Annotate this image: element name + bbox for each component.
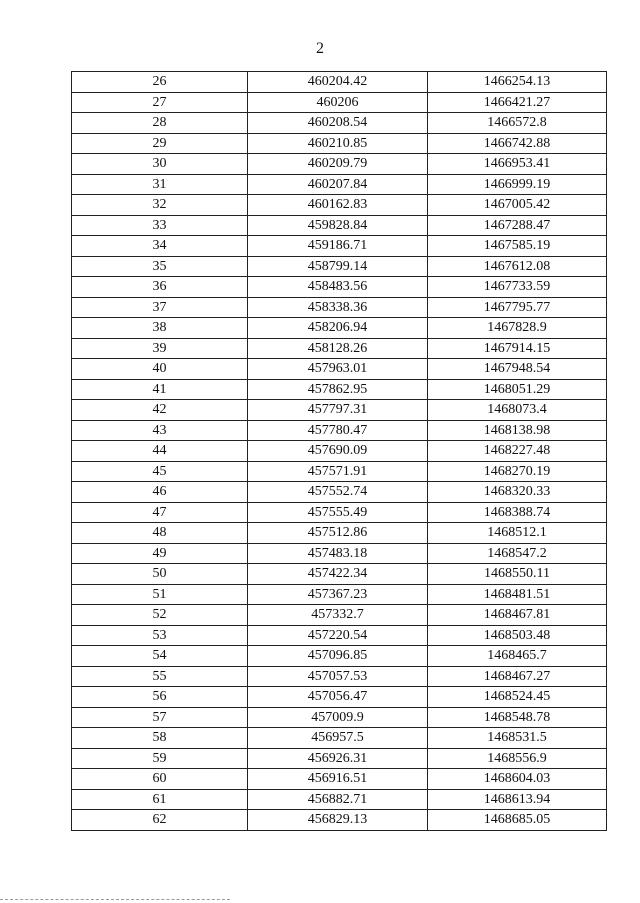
point-number-cell: 45 (72, 461, 248, 482)
table-row (72, 769, 607, 790)
table-row (72, 154, 607, 175)
x-coordinate-cell: 457797.31 (248, 400, 428, 421)
y-coordinate-cell: 1468531.5 (428, 728, 607, 749)
table-row (72, 748, 607, 769)
x-coordinate-cell: 457057.53 (248, 666, 428, 687)
x-coordinate-cell: 460162.83 (248, 195, 428, 216)
table-row (72, 379, 607, 400)
table-row (72, 810, 607, 831)
y-coordinate-cell: 1468685.05 (428, 810, 607, 831)
table-row (72, 174, 607, 195)
x-coordinate-cell: 457571.91 (248, 461, 428, 482)
table-row (72, 236, 607, 257)
x-coordinate-cell: 457512.86 (248, 523, 428, 544)
y-coordinate-cell: 1468227.48 (428, 441, 607, 462)
y-coordinate-cell: 1466254.13 (428, 72, 607, 93)
table-row (72, 564, 607, 585)
x-coordinate-cell: 457690.09 (248, 441, 428, 462)
y-coordinate-cell: 1468388.74 (428, 502, 607, 523)
table-row (72, 297, 607, 318)
x-coordinate-cell: 457483.18 (248, 543, 428, 564)
x-coordinate-cell: 456957.5 (248, 728, 428, 749)
table-row (72, 502, 607, 523)
y-coordinate-cell: 1468503.48 (428, 625, 607, 646)
y-coordinate-cell: 1468550.11 (428, 564, 607, 585)
x-coordinate-cell: 457056.47 (248, 687, 428, 708)
x-coordinate-cell: 456829.13 (248, 810, 428, 831)
point-number-cell: 29 (72, 133, 248, 154)
y-coordinate-cell: 1468604.03 (428, 769, 607, 790)
point-number-cell: 58 (72, 728, 248, 749)
point-number-cell: 43 (72, 420, 248, 441)
x-coordinate-cell: 458338.36 (248, 297, 428, 318)
x-coordinate-cell: 457780.47 (248, 420, 428, 441)
table-row (72, 92, 607, 113)
y-coordinate-cell: 1467828.9 (428, 318, 607, 339)
y-coordinate-cell: 1468073.4 (428, 400, 607, 421)
bottom-divider (0, 899, 230, 900)
x-coordinate-cell: 457332.7 (248, 605, 428, 626)
y-coordinate-cell: 1467733.59 (428, 277, 607, 298)
table-row (72, 72, 607, 93)
y-coordinate-cell: 1468467.81 (428, 605, 607, 626)
y-coordinate-cell: 1467914.15 (428, 338, 607, 359)
y-coordinate-cell: 1466999.19 (428, 174, 607, 195)
point-number-cell: 48 (72, 523, 248, 544)
y-coordinate-cell: 1468467.27 (428, 666, 607, 687)
y-coordinate-cell: 1468613.94 (428, 789, 607, 810)
point-number-cell: 53 (72, 625, 248, 646)
point-number-cell: 51 (72, 584, 248, 605)
y-coordinate-cell: 1468548.78 (428, 707, 607, 728)
x-coordinate-cell: 459186.71 (248, 236, 428, 257)
table-row (72, 195, 607, 216)
table-row (72, 420, 607, 441)
x-coordinate-cell: 459828.84 (248, 215, 428, 236)
y-coordinate-cell: 1466953.41 (428, 154, 607, 175)
point-number-cell: 47 (72, 502, 248, 523)
x-coordinate-cell: 460204.42 (248, 72, 428, 93)
y-coordinate-cell: 1468481.51 (428, 584, 607, 605)
point-number-cell: 31 (72, 174, 248, 195)
point-number-cell: 35 (72, 256, 248, 277)
table-row (72, 133, 607, 154)
page-number: 2 (316, 40, 324, 57)
coordinates-table-body (72, 72, 607, 831)
table-row (72, 359, 607, 380)
point-number-cell: 52 (72, 605, 248, 626)
y-coordinate-cell: 1467948.54 (428, 359, 607, 380)
point-number-cell: 38 (72, 318, 248, 339)
table-row (72, 728, 607, 749)
x-coordinate-cell: 458483.56 (248, 277, 428, 298)
y-coordinate-cell: 1468524.45 (428, 687, 607, 708)
table-row (72, 338, 607, 359)
x-coordinate-cell: 457096.85 (248, 646, 428, 667)
point-number-cell: 60 (72, 769, 248, 790)
y-coordinate-cell: 1468547.2 (428, 543, 607, 564)
point-number-cell: 54 (72, 646, 248, 667)
x-coordinate-cell: 460206 (248, 92, 428, 113)
table-row (72, 215, 607, 236)
y-coordinate-cell: 1466742.88 (428, 133, 607, 154)
table-row (72, 482, 607, 503)
table-row (72, 318, 607, 339)
y-coordinate-cell: 1468051.29 (428, 379, 607, 400)
x-coordinate-cell: 457552.74 (248, 482, 428, 503)
point-number-cell: 50 (72, 564, 248, 585)
table-row (72, 584, 607, 605)
y-coordinate-cell: 1468556.9 (428, 748, 607, 769)
x-coordinate-cell: 457963.01 (248, 359, 428, 380)
point-number-cell: 34 (72, 236, 248, 257)
x-coordinate-cell: 457555.49 (248, 502, 428, 523)
point-number-cell: 57 (72, 707, 248, 728)
y-coordinate-cell: 1468512.1 (428, 523, 607, 544)
x-coordinate-cell: 456916.51 (248, 769, 428, 790)
point-number-cell: 37 (72, 297, 248, 318)
y-coordinate-cell: 1468270.19 (428, 461, 607, 482)
table-row (72, 687, 607, 708)
table-row (72, 256, 607, 277)
y-coordinate-cell: 1468320.33 (428, 482, 607, 503)
point-number-cell: 30 (72, 154, 248, 175)
y-coordinate-cell: 1467288.47 (428, 215, 607, 236)
point-number-cell: 55 (72, 666, 248, 687)
point-number-cell: 41 (72, 379, 248, 400)
y-coordinate-cell: 1467612.08 (428, 256, 607, 277)
point-number-cell: 36 (72, 277, 248, 298)
point-number-cell: 46 (72, 482, 248, 503)
x-coordinate-cell: 458206.94 (248, 318, 428, 339)
x-coordinate-cell: 457862.95 (248, 379, 428, 400)
x-coordinate-cell: 460209.79 (248, 154, 428, 175)
x-coordinate-cell: 460210.85 (248, 133, 428, 154)
y-coordinate-cell: 1467585.19 (428, 236, 607, 257)
y-coordinate-cell: 1467795.77 (428, 297, 607, 318)
table-row (72, 625, 607, 646)
y-coordinate-cell: 1466572.8 (428, 113, 607, 134)
table-row (72, 666, 607, 687)
y-coordinate-cell: 1466421.27 (428, 92, 607, 113)
point-number-cell: 44 (72, 441, 248, 462)
table-row (72, 707, 607, 728)
point-number-cell: 32 (72, 195, 248, 216)
table-row (72, 461, 607, 482)
point-number-cell: 56 (72, 687, 248, 708)
point-number-cell: 49 (72, 543, 248, 564)
table-row (72, 441, 607, 462)
x-coordinate-cell: 457367.23 (248, 584, 428, 605)
point-number-cell: 39 (72, 338, 248, 359)
point-number-cell: 62 (72, 810, 248, 831)
point-number-cell: 28 (72, 113, 248, 134)
point-number-cell: 59 (72, 748, 248, 769)
table-row (72, 277, 607, 298)
x-coordinate-cell: 460207.84 (248, 174, 428, 195)
x-coordinate-cell: 457220.54 (248, 625, 428, 646)
table-row (72, 113, 607, 134)
table-row (72, 646, 607, 667)
y-coordinate-cell: 1467005.42 (428, 195, 607, 216)
table-row (72, 605, 607, 626)
table-row (72, 400, 607, 421)
point-number-cell: 26 (72, 72, 248, 93)
x-coordinate-cell: 458128.26 (248, 338, 428, 359)
point-number-cell: 33 (72, 215, 248, 236)
table-row (72, 543, 607, 564)
point-number-cell: 61 (72, 789, 248, 810)
point-number-cell: 40 (72, 359, 248, 380)
point-number-cell: 42 (72, 400, 248, 421)
x-coordinate-cell: 457009.9 (248, 707, 428, 728)
x-coordinate-cell: 460208.54 (248, 113, 428, 134)
point-number-cell: 27 (72, 92, 248, 113)
x-coordinate-cell: 457422.34 (248, 564, 428, 585)
x-coordinate-cell: 458799.14 (248, 256, 428, 277)
table-row (72, 523, 607, 544)
x-coordinate-cell: 456882.71 (248, 789, 428, 810)
coordinates-table (71, 71, 607, 831)
y-coordinate-cell: 1468465.7 (428, 646, 607, 667)
y-coordinate-cell: 1468138.98 (428, 420, 607, 441)
table-row (72, 789, 607, 810)
x-coordinate-cell: 456926.31 (248, 748, 428, 769)
